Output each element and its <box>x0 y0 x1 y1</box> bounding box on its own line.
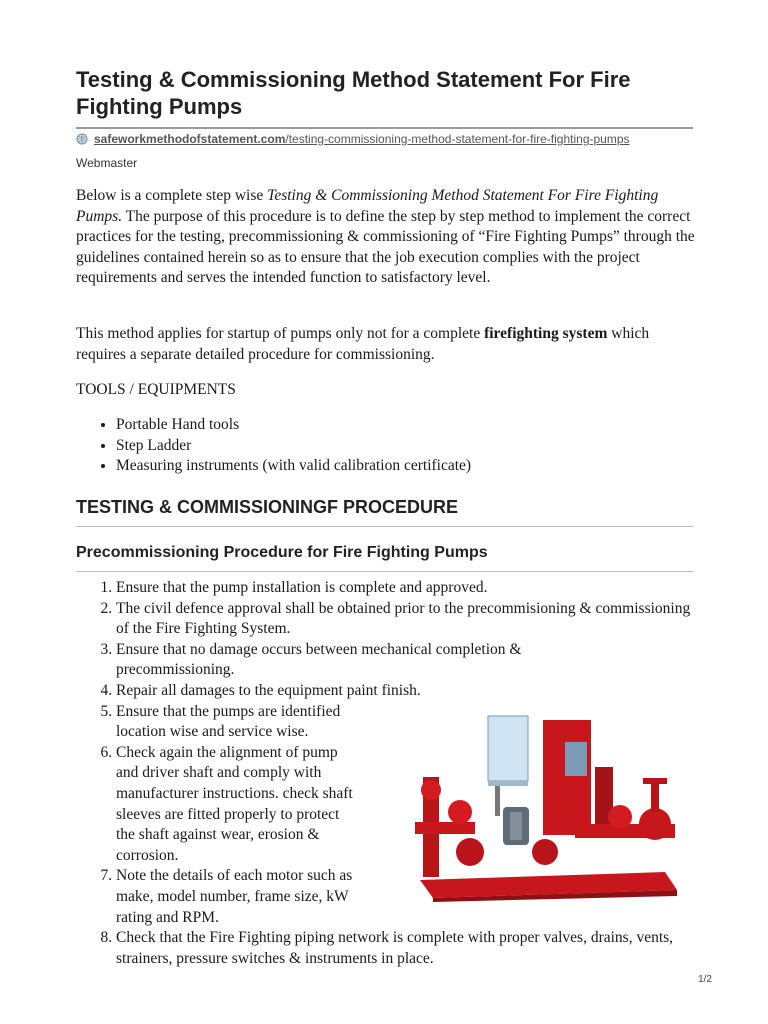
pump-casing <box>532 839 558 865</box>
source-link[interactable] <box>94 132 630 146</box>
list-item: 7. Note the details of each motor such as make, model number, frame size, kW rating and RPM. <box>116 866 366 928</box>
list-item: 3. Ensure that no damage occurs between mechanical completion & precommissioning. <box>116 640 576 681</box>
control-panel-leg <box>495 786 500 816</box>
fire-pump-image <box>415 712 685 902</box>
page-number: 1/2 <box>698 974 712 985</box>
list-item: 6. Check again the alignment of pump and driver shaft and comply with manufacturer instructions. check shaft sleeves are fitted properly to protect the shaft against wear, erosion & corrosion. <box>116 743 356 867</box>
list-item: 4. Repair all damages to the equipment paint finish. <box>116 681 706 702</box>
subsection-divider <box>76 571 693 572</box>
intro-text-a: Below is a complete step wise <box>76 187 268 204</box>
section-heading: TESTING & COMMISSIONINGF PROCEDURE <box>76 497 459 517</box>
pump-pipe-left <box>415 822 475 834</box>
author-name: Webmaster <box>76 156 138 170</box>
control-panel <box>488 716 528 781</box>
scope-paragraph <box>76 324 696 365</box>
scope-text-b: which requires a separate detailed procedure for commissioning. <box>76 325 650 363</box>
engine-window <box>565 742 587 776</box>
source-path: /testing-commissioning-method-statement-for-fire-fighting-pumps <box>285 132 630 146</box>
intro-text-b: The purpose of this procedure is to define the step by step method to implement the correct practices for the testing, precommissioning & commissioning of “Fire Fighting Pumps” through the guidelines contained herein so as to ensure that the job execution complies with the project requirements and serves the intended function to satisfactory level. <box>76 207 695 287</box>
pump-valve <box>448 800 472 824</box>
source-line <box>76 132 630 146</box>
pump-valve-handwheel <box>643 778 667 784</box>
page-title: Testing & Commissioning Method Statement For Fire Fighting Pumps <box>76 67 631 119</box>
engine-enclosure <box>543 720 591 835</box>
list-item: 2. The civil defence approval shall be obtained prior to the precommisioning & commissioning of the Fire Fighting System. <box>116 599 706 640</box>
list-item: • Step Ladder <box>116 436 716 457</box>
scope-strong: firefighting system <box>484 325 608 342</box>
pump-valve <box>608 805 632 829</box>
section-divider <box>76 526 693 527</box>
pump-motor-highlight <box>510 812 522 840</box>
list-item: • Portable Hand tools <box>116 415 716 436</box>
scope-text-a: This method applies for startup of pumps only not for a complete <box>76 325 485 342</box>
list-item: 1. Ensure that the pump installation is complete and approved. <box>116 578 706 599</box>
pump-valve-left <box>421 780 441 800</box>
list-item: • Measuring instruments (with valid calibration certificate) <box>116 456 716 477</box>
source-domain: safeworkmethodofstatement.com <box>94 132 286 146</box>
intro-paragraph <box>76 186 696 289</box>
pump-valve-right <box>639 808 671 840</box>
tools-heading: TOOLS / EQUIPMENTS <box>76 381 236 398</box>
tools-list <box>76 415 716 477</box>
pump-valve-stem <box>651 782 659 812</box>
intro-emphasis: Testing & Commissioning Method Statement For Fire Fighting Pumps. <box>76 187 659 225</box>
title-divider <box>76 127 693 129</box>
list-item: 5. Ensure that the pumps are identified location wise and service wise. <box>116 702 341 743</box>
pump-casing <box>456 838 484 866</box>
control-panel-base <box>488 781 528 786</box>
list-item: 8. Check that the Fire Fighting piping network is complete with proper valves, drains, vents, strainers, pressure switches & instruments in place. <box>116 928 706 969</box>
subsection-heading: Precommissioning Procedure for Fire Fighting Pumps <box>76 544 488 561</box>
globe-icon <box>76 133 88 145</box>
